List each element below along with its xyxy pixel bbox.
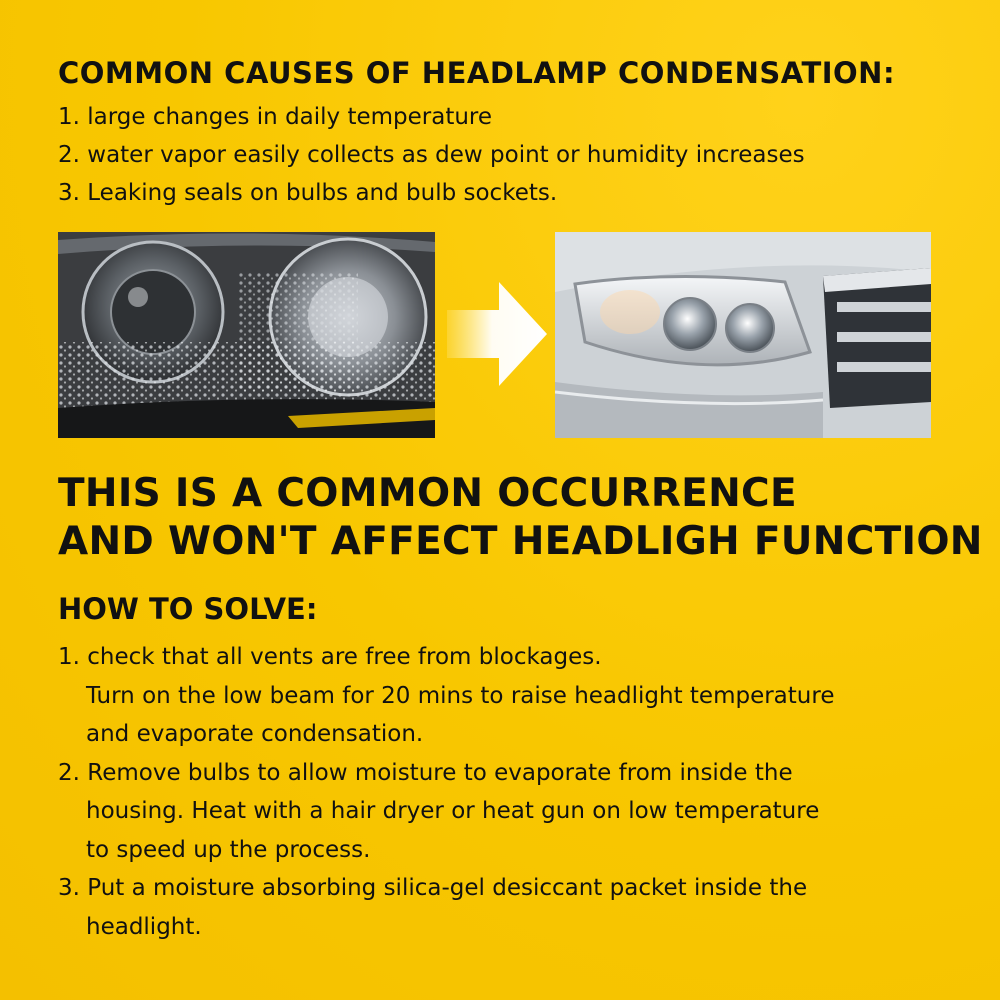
notice-text [58, 470, 983, 566]
causes-list [58, 98, 805, 212]
headlamp-condensation-photo [58, 232, 435, 438]
solve-title: HOW TO SOLVE: [58, 592, 318, 626]
cause-item: 1. large changes in daily temperature [58, 104, 493, 130]
cause-item: 3. Leaking seals on bulbs and bulb sockets. [58, 180, 558, 206]
notice-line: THIS IS A COMMON OCCURRENCE [58, 471, 797, 516]
solve-steps-list [58, 638, 834, 946]
solve-step-1 [58, 638, 834, 754]
step-line: 2. Remove bulbs to allow moisture to evaporate from inside the [58, 759, 793, 786]
arrow-right-icon [447, 282, 547, 386]
step-line: housing. Heat with a hair dryer or heat gun on low temperature [86, 798, 820, 824]
step-line: 1. check that all vents are free from blockages. [58, 644, 602, 670]
clear-headlamp-photo [555, 232, 931, 438]
step-line: to speed up the process. [86, 836, 371, 863]
step-line: headlight. [86, 913, 202, 940]
notice-line: AND WON'T AFFECT HEADLIGH FUNCTION [58, 519, 983, 564]
causes-title: COMMON CAUSES OF HEADLAMP CONDENSATION: [58, 56, 896, 90]
step-line: 3. Put a moisture absorbing silica-gel desiccant packet inside the [58, 875, 808, 901]
cause-item: 2. water vapor easily collects as dew point or humidity increases [58, 142, 805, 168]
step-line: and evaporate condensation. [86, 721, 424, 747]
solve-step-2 [58, 754, 834, 870]
solve-step-3 [58, 869, 834, 946]
step-line: Turn on the low beam for 20 mins to raise headlight temperature [86, 682, 835, 709]
